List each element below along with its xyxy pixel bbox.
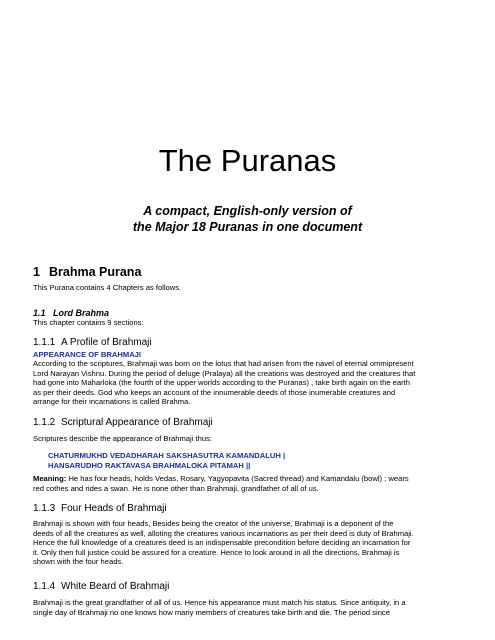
section-1-1-3-title: Four Heads of Brahmaji	[61, 503, 167, 514]
section-1-1-4-title: White Beard of Brahmaji	[61, 581, 170, 592]
mantra-line-1: CHATURMUKHD VEDADHARAH SAKSHASUTRA KAMANDALUH |	[48, 451, 286, 460]
paragraph-line: According to the scriptures, Brahmaji was born on the lotus that had arisen from the navel of eternal ommipresent	[33, 359, 414, 368]
section-1-1-intro: This chapter contains 9 sections:	[33, 318, 144, 327]
paragraph-line: as per their deeds. God who keeps an account of the innumerable deeds of those inumerable creatures and	[33, 387, 396, 397]
section-1-1-heading	[33, 308, 463, 318]
section-1-1-1-body	[33, 359, 463, 407]
section-1-number: 1	[33, 265, 40, 279]
section-1-1-2-heading	[33, 417, 463, 428]
section-1-1-1-number: 1.1.1	[33, 337, 56, 348]
paragraph-line: it. Only then full justice could be assured for a creature. Hence to look around in all the directions, Brahmaji is	[33, 547, 400, 557]
section-1-1-3-number: 1.1.3	[33, 503, 56, 514]
section-1-title: Brahma Purana	[49, 265, 142, 279]
paragraph-line: had gone into Maharloka (the fourth of the upper worlds according to the Puranas) , take birth again on the earth	[33, 378, 410, 388]
section-1-1-1-heading	[33, 337, 463, 348]
paragraph-line: Brahmaji is the great grandfather of all of us. Hence his appearance must match his status. Since antiquity, in a	[33, 598, 406, 607]
meaning-line-2: red cothes and rides a swan. He is none other than Brahmaji, grandfather of all of us.	[33, 483, 319, 493]
section-1-1-2-number: 1.1.2	[33, 417, 56, 428]
meaning-line-1: He has four heads, holds Vedas, Rosary, Yagyopavita (Sacred thread) and Kamandalu (bowl) ; wears	[66, 474, 409, 483]
section-1-1-4-body	[33, 598, 463, 617]
section-1-1-2-title: Scriptural Appearance of Brahmaji	[61, 417, 213, 428]
paragraph-line: Brahmaji is shown with four heads, Besides being the creator of the universe, Brahmaji is a deponent of the	[33, 519, 394, 528]
section-1-1-1-title: A Profile of Brahmaji	[61, 337, 152, 348]
mantra-block	[48, 451, 463, 470]
paragraph-line: single day of Brahmaji no one knows how many members of creatures take birth and die. The period since	[33, 607, 390, 617]
meaning-paragraph	[33, 474, 463, 493]
subtitle-line-2: the Major 18 Puranas in one document	[132, 220, 363, 234]
section-1-1-3-heading	[33, 503, 463, 514]
document-subtitle	[0, 203, 495, 235]
paragraph-line: Hence the full knowledge of a creatures deed is an indispensable precondition before deciding an incarnation for	[33, 538, 411, 548]
section-1-1-title: Lord Brahma	[53, 308, 110, 318]
section-1-1-4-number: 1.1.4	[33, 581, 56, 592]
meaning-label: Meaning:	[33, 474, 67, 483]
mantra-line-2: HANSARUDHO RAKTAVASA BRAHMALOKA PITAMAH ||	[48, 460, 251, 470]
appearance-label: APPEARANCE OF BRAHMAJI	[33, 350, 142, 359]
section-1-heading	[33, 265, 463, 279]
subtitle-line-1: A compact, English-only version of	[143, 204, 352, 218]
section-1-1-3-body	[33, 519, 463, 567]
section-1-intro: This Purana contains 4 Chapters as follows.	[33, 283, 182, 292]
section-1-1-4-heading	[33, 581, 463, 592]
section-1-1-2-intro: Scriptures describe the appearance of Brahmaji thus:	[33, 434, 212, 443]
paragraph-line: arrange for their incarnations is called Brahma.	[33, 397, 191, 407]
paragraph-line: deeds of all the creatures as well, alloting the creatures various incarnations as per their deed is duty of Brahmaji.	[33, 528, 414, 538]
paragraph-line: Lord Narayan Vishnu. During the period of deluge (Pralaya) all the creations was destroyed and the creatures that	[33, 368, 416, 378]
section-1-1-number: 1.1	[33, 308, 46, 318]
paragraph-line: shown with the four heads.	[33, 557, 124, 567]
document-title: The Puranas	[158, 143, 337, 178]
